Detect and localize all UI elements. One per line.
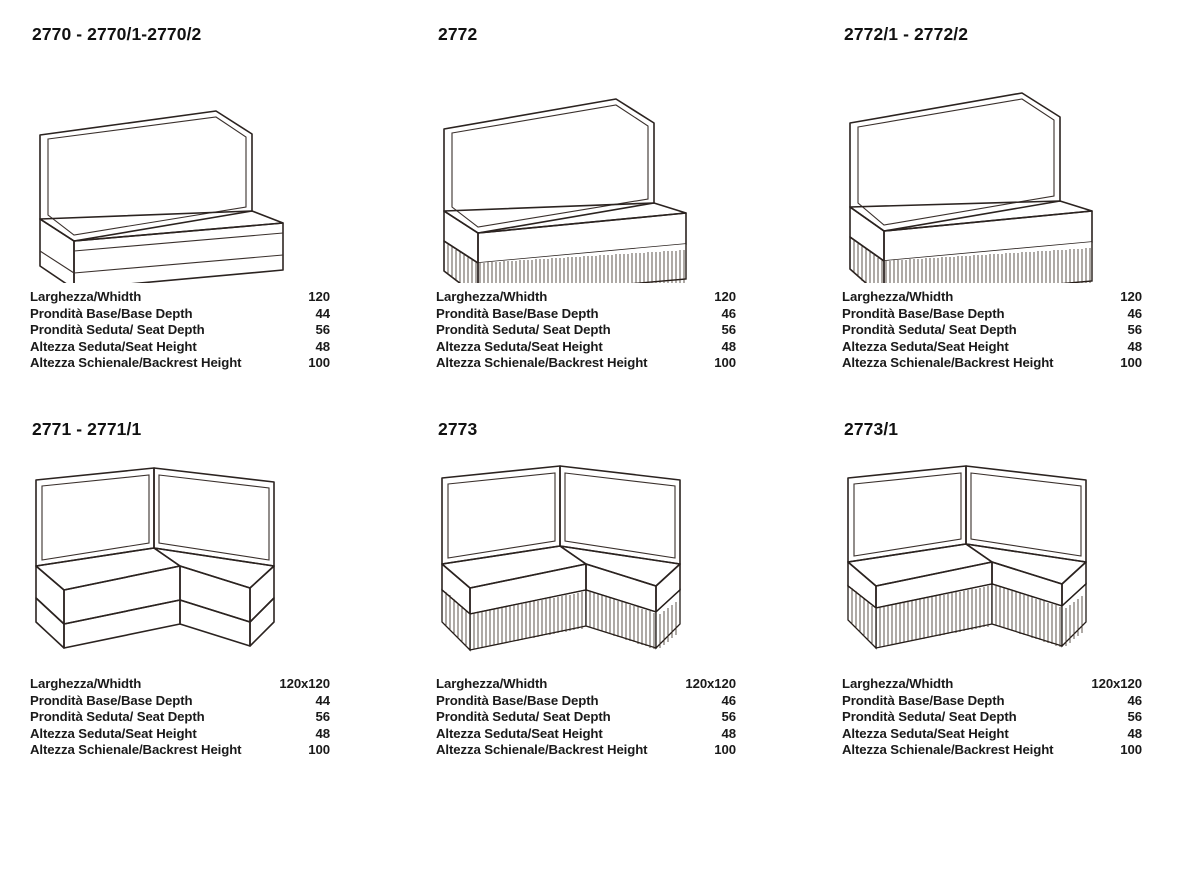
- product-cell-2770: [30, 24, 436, 409]
- spec-table: [30, 289, 330, 372]
- corner-bench-drawing-fringe: [842, 448, 1148, 670]
- spec-table: [842, 289, 1142, 372]
- spec-value: 56: [1127, 709, 1142, 724]
- spec-row: [30, 306, 330, 323]
- spec-value: 48: [315, 338, 330, 354]
- spec-label: Altezza Seduta/Seat Height: [842, 725, 1009, 741]
- spec-label: Altezza Seduta/Seat Height: [30, 338, 197, 354]
- product-code: 2773/1: [844, 419, 899, 439]
- spec-value: 56: [721, 709, 736, 724]
- spec-row: [436, 322, 736, 339]
- spec-value: 120: [714, 289, 736, 304]
- spec-value: 48: [315, 725, 330, 741]
- product-code: 2770 - 2770/1-2770/2: [32, 24, 202, 44]
- spec-row: [436, 709, 736, 726]
- spec-label: Prondità Seduta/ Seat Depth: [436, 709, 611, 724]
- spec-label: Prondità Seduta/ Seat Depth: [842, 709, 1017, 724]
- spec-label: Altezza Schienale/Backrest Height: [842, 742, 1054, 757]
- spec-value: 100: [714, 355, 736, 370]
- spec-value: 56: [1127, 322, 1142, 337]
- product-code: 2771 - 2771/1: [32, 419, 142, 439]
- spec-value: 120: [308, 289, 330, 304]
- spec-table: [436, 676, 736, 759]
- spec-label: Altezza Schienale/Backrest Height: [30, 355, 242, 370]
- spec-row: [842, 742, 1142, 759]
- spec-label: Altezza Seduta/Seat Height: [436, 338, 603, 354]
- spec-label: Altezza Seduta/Seat Height: [436, 725, 603, 741]
- spec-row: [436, 742, 736, 759]
- spec-label: Prondità Base/Base Depth: [436, 692, 599, 708]
- spec-label: Larghezza/Whidth: [436, 289, 548, 304]
- spec-row: [436, 355, 736, 372]
- spec-row: [30, 726, 330, 743]
- spec-row: [30, 289, 330, 306]
- spec-value: 48: [721, 338, 736, 354]
- spec-row: [842, 306, 1142, 323]
- spec-row: [30, 322, 330, 339]
- spec-label: Prondità Seduta/ Seat Depth: [842, 322, 1017, 337]
- spec-value: 100: [1120, 742, 1142, 757]
- product-code: 2772: [438, 24, 478, 44]
- spec-value: 100: [308, 355, 330, 370]
- spec-value: 44: [315, 305, 330, 321]
- bench-drawing-fringe: [842, 51, 1148, 283]
- spec-table: [30, 676, 330, 759]
- spec-row: [842, 693, 1142, 710]
- spec-label: Prondità Base/Base Depth: [842, 305, 1005, 321]
- spec-value: 120x120: [279, 676, 330, 691]
- spec-label: Larghezza/Whidth: [436, 676, 548, 691]
- spec-row: [842, 322, 1142, 339]
- spec-value: 46: [1127, 305, 1142, 321]
- spec-row: [842, 726, 1142, 743]
- spec-label: Prondità Seduta/ Seat Depth: [436, 322, 611, 337]
- spec-value: 56: [315, 322, 330, 337]
- spec-value: 100: [308, 742, 330, 757]
- spec-value: 46: [1127, 692, 1142, 708]
- spec-value: 56: [315, 709, 330, 724]
- spec-row: [436, 289, 736, 306]
- spec-row: [842, 709, 1142, 726]
- spec-label: Prondità Base/Base Depth: [436, 305, 599, 321]
- spec-row: [842, 355, 1142, 372]
- spec-label: Larghezza/Whidth: [30, 676, 142, 691]
- product-code: 2773: [438, 419, 478, 439]
- product-cell-2772: [436, 24, 842, 409]
- spec-table: [842, 676, 1142, 759]
- spec-value: 100: [1120, 355, 1142, 370]
- spec-value: 48: [1127, 338, 1142, 354]
- spec-row: [842, 676, 1142, 693]
- spec-label: Prondità Seduta/ Seat Depth: [30, 322, 205, 337]
- spec-value: 120x120: [685, 676, 736, 691]
- spec-row: [842, 289, 1142, 306]
- spec-row: [30, 742, 330, 759]
- spec-label: Prondità Seduta/ Seat Depth: [30, 709, 205, 724]
- spec-row: [30, 676, 330, 693]
- spec-label: Larghezza/Whidth: [30, 289, 142, 304]
- spec-label: Altezza Seduta/Seat Height: [30, 725, 197, 741]
- spec-value: 46: [721, 305, 736, 321]
- product-cell-2773: [436, 419, 842, 804]
- bench-drawing-plain: [30, 51, 436, 283]
- spec-row: [436, 676, 736, 693]
- spec-label: Altezza Seduta/Seat Height: [842, 338, 1009, 354]
- spec-label: Prondità Base/Base Depth: [30, 692, 193, 708]
- corner-bench-drawing-plain: [30, 448, 436, 670]
- spec-value: 56: [721, 322, 736, 337]
- spec-label: Altezza Schienale/Backrest Height: [436, 355, 648, 370]
- spec-label: Larghezza/Whidth: [842, 676, 954, 691]
- spec-row: [436, 693, 736, 710]
- spec-label: Altezza Schienale/Backrest Height: [436, 742, 648, 757]
- spec-value: 48: [721, 725, 736, 741]
- corner-bench-drawing-fringe: [436, 448, 842, 670]
- spec-row: [436, 726, 736, 743]
- spec-row: [30, 693, 330, 710]
- spec-table: [436, 289, 736, 372]
- spec-value: 120x120: [1091, 676, 1142, 691]
- product-grid: [30, 24, 1156, 804]
- spec-label: Prondità Base/Base Depth: [30, 305, 193, 321]
- product-cell-2772-1: [842, 24, 1148, 409]
- spec-row: [30, 339, 330, 356]
- spec-row: [436, 306, 736, 323]
- spec-value: 46: [721, 692, 736, 708]
- spec-value: 120: [1120, 289, 1142, 304]
- product-cell-2773-1: [842, 419, 1148, 804]
- spec-value: 44: [315, 692, 330, 708]
- spec-row: [842, 339, 1142, 356]
- spec-row: [436, 339, 736, 356]
- spec-value: 48: [1127, 725, 1142, 741]
- bench-drawing-fringe: [436, 51, 842, 283]
- spec-row: [30, 355, 330, 372]
- product-cell-2771: [30, 419, 436, 804]
- spec-label: Altezza Schienale/Backrest Height: [30, 742, 242, 757]
- spec-row: [30, 709, 330, 726]
- spec-value: 100: [714, 742, 736, 757]
- spec-label: Prondità Base/Base Depth: [842, 692, 1005, 708]
- product-code: 2772/1 - 2772/2: [844, 24, 969, 44]
- spec-label: Larghezza/Whidth: [842, 289, 954, 304]
- spec-label: Altezza Schienale/Backrest Height: [842, 355, 1054, 370]
